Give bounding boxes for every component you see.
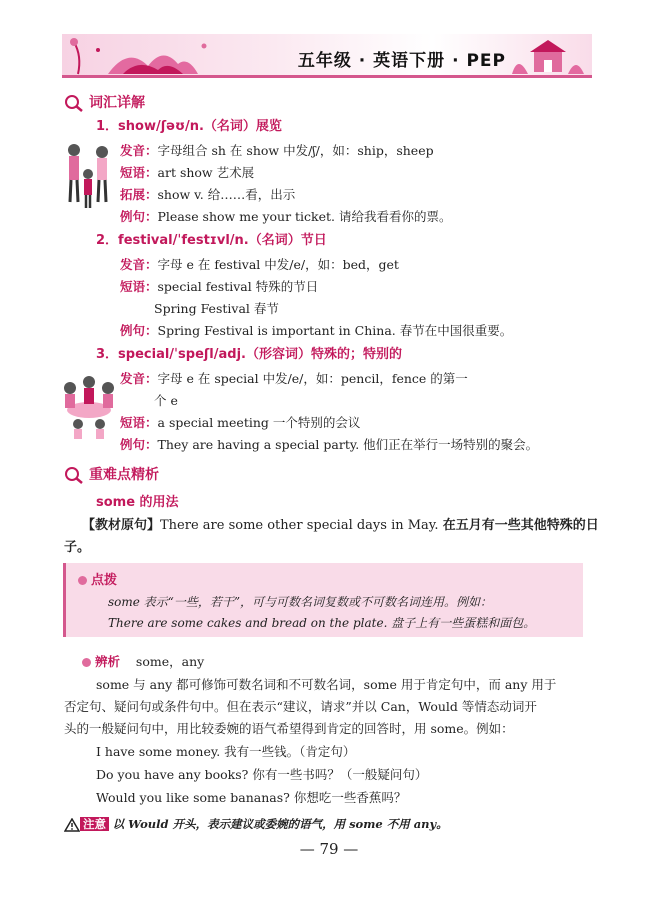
note-line: 注意 以 Would 开头，表示建议或委婉的语气，用 some 不用 any。 — [64, 815, 448, 833]
entry-line: 短语：art show 艺术展 — [120, 165, 255, 180]
example-sentence: Do you have any books? 你有一些书吗？（一般疑问句） — [96, 767, 428, 782]
entry-title-show: 1．show/ʃəʊ/n.（名词）展览 — [96, 119, 282, 134]
tip-title: 点拨 — [78, 569, 117, 588]
tip-line: There are some cakes and bread on the plate. 盘子上有一些蛋糕和面包。 — [108, 616, 536, 630]
page-header-banner — [62, 34, 592, 78]
entry-line: 短语：special festival 特殊的节日 — [120, 279, 319, 294]
key-section-heading: 重难点精析 — [64, 464, 159, 486]
house-decoration-icon — [508, 34, 588, 76]
analysis-heading: 辨析 some，any — [82, 653, 204, 671]
entry-line: 例句：They are having a special party. 他们正在举行一场特别的聚会。 — [120, 437, 539, 452]
entry-title-festival: 2．festival/ˈfestɪvl/n.（名词）节日 — [96, 233, 327, 248]
bullet-icon — [78, 576, 87, 585]
entry-line: 例句：Spring Festival is important in China. 春节在中国很重要。 — [120, 323, 513, 338]
example-sentence: I have some money. 我有一些钱。（肯定句） — [96, 744, 356, 759]
entry-line: 个 e — [154, 393, 178, 408]
entry-line: 发音：字母 e 在 special 中发/e/，如：pencil，fence 的第一 — [120, 371, 468, 386]
entry-line: 拓展：show v. 给……看，出示 — [120, 187, 296, 202]
entry-line: 短语：a special meeting 一个特别的会议 — [120, 415, 361, 430]
analysis-paragraph: 头的一般疑问句中，用比较委婉的语气希望得到肯定的回答时，用 some。例如： — [64, 721, 514, 736]
source-sentence-cont: 子。 — [64, 540, 91, 555]
party-illustration-icon — [58, 370, 120, 440]
tip-box — [63, 563, 583, 637]
magnifier-icon — [64, 94, 86, 112]
entry-line: Spring Festival 春节 — [154, 301, 279, 316]
entry-line: 发音：字母组合 sh 在 show 中发/ʃ/，如：ship，sheep — [120, 143, 434, 158]
entry-line: 发音：字母 e 在 festival 中发/e/，如：bed，get — [120, 257, 399, 272]
page-number: — 79 — — [299, 840, 359, 858]
key-subheading: some 的用法 — [96, 495, 179, 510]
source-sentence: 【教材原句】There are some other special days in May. 在五月有一些其他特殊的日 — [82, 518, 599, 533]
book-title: 五年级 · 英语下册 · PEP — [297, 51, 506, 71]
entry-line: 例句：Please show me your ticket. 请给我看看你的票。 — [120, 209, 452, 224]
bullet-icon — [82, 658, 91, 667]
example-sentence: Would you like some bananas? 你想吃一些香蕉吗？ — [96, 790, 407, 805]
header-rule — [62, 75, 592, 78]
vocab-section-heading: 词汇详解 — [64, 92, 145, 114]
tip-line: some 表示“一些，若干”，可与可数名词复数或不可数名词连用。例如： — [108, 595, 492, 609]
flower-decoration-icon — [68, 36, 218, 76]
analysis-paragraph: 否定句、疑问句或条件句中。但在表示“建议，请求”并以 Can，Would 等情态动词开 — [64, 699, 537, 714]
warning-icon — [64, 818, 80, 832]
magnifier-icon — [64, 466, 86, 484]
family-illustration-icon — [60, 140, 118, 212]
entry-title-special: 3．special/ˈspeʃl/adj.（形容词）特殊的；特别的 — [96, 347, 402, 362]
analysis-paragraph: some 与 any 都可修饰可数名词和不可数名词，some 用于肯定句中，而 any 用于 — [96, 677, 557, 692]
